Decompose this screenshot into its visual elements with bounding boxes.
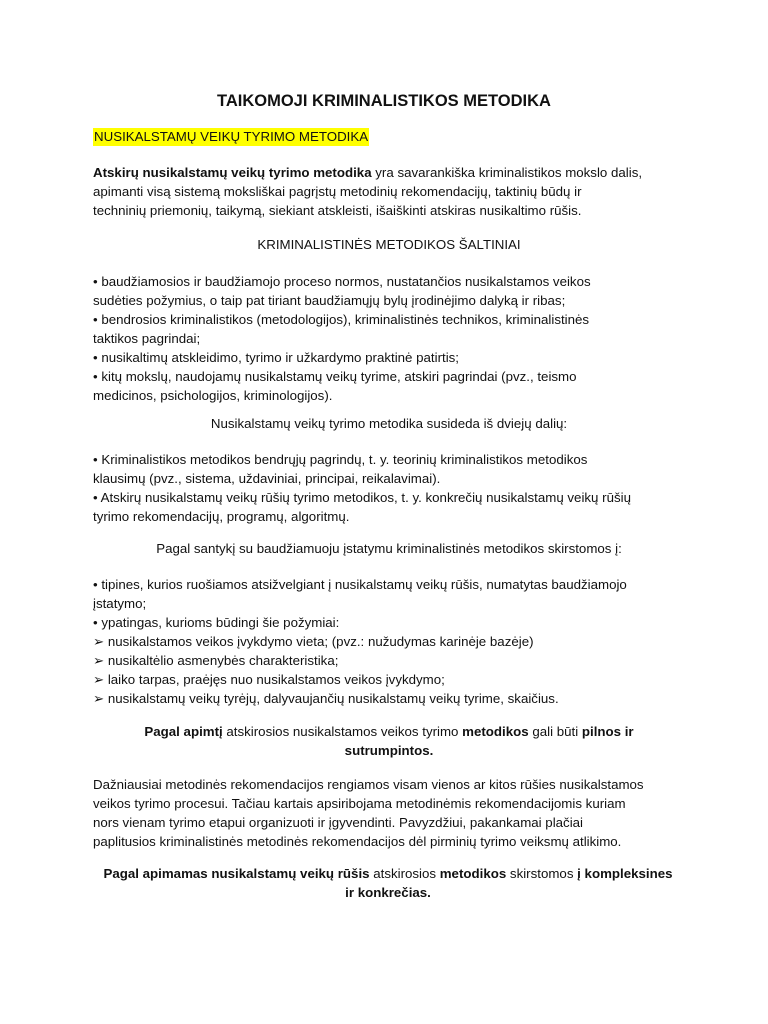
document-title: TAIKOMOJI KRIMINALISTIKOS METODIKA [217, 92, 551, 110]
definition-paragraph [93, 163, 685, 220]
final-line-2 [68, 883, 708, 902]
recommendations-paragraph [93, 775, 685, 851]
definition-line-2: apimanti visą sistemą moksliškai pagrįstų metodinių rekomendacijų, taktinių būdų ir [93, 184, 582, 199]
scope-bold-4: sutrumpintos. [344, 743, 434, 758]
paragraph-line: nors vienam tyrimo etapui organizuoti ir įgyvendinti. Pavyzdžiui, pakankamai plačiai [93, 815, 584, 830]
law-line: ➢ nusikaltėlio asmenybės charakteristika; [93, 653, 339, 668]
scope-bold-3: pilnos ir [581, 724, 634, 739]
definition-term: Atskirų nusikalstamų veikų tyrimo metodika [93, 165, 372, 180]
final-text-1: atskirosios [369, 866, 440, 881]
sources-line: • baudžiamosios ir baudžiamojo proceso normos, nustatančios nusikalstamos veikos [93, 274, 591, 289]
scope-text-2: gali būti [528, 724, 582, 739]
law-line: • ypatingas, kurioms būdingi šie požymiai: [93, 615, 340, 630]
law-line: ➢ laiko tarpas, praėjęs nuo nusikalstamos veikos įvykdymo; [93, 672, 445, 687]
sources-line: • bendrosios kriminalistikos (metodologijos), kriminalistinės technikos, kriminalistinės [93, 312, 590, 327]
scope-bold-1: Pagal apimtį [144, 724, 223, 739]
scope-statement [93, 722, 685, 760]
definition-line-1 [93, 163, 685, 182]
parts-line: • Atskirų nusikalstamų veikų rūšių tyrimo metodikos, t. y. konkrečių nusikalstamų veikų rūšių [93, 490, 631, 505]
law-line: ➢ nusikalstamų veikų tyrėjų, dalyvaujančių nusikalstamų veikų tyrime, skaičius. [93, 691, 559, 706]
final-text-2: skirstomos [506, 866, 578, 881]
final-bold-2: metodikos [439, 866, 507, 881]
sources-line: • nusikaltimų atskleidimo, tyrimo ir užkardymo praktinė patirtis; [93, 350, 460, 365]
scope-bold-2: metodikos [462, 724, 529, 739]
final-bold-4: ir konkrečias. [345, 885, 431, 900]
scope-text-1: atskirosios nusikalstamos veikos tyrimo [222, 724, 463, 739]
law-line: ➢ nusikalstamos veikos įvykdymo vieta; (pvz.: nužudymas karinėje bazėje) [93, 634, 534, 649]
law-line: įstatymo; [93, 596, 147, 611]
sources-list [93, 272, 685, 405]
parts-line: tyrimo rekomendacijų, programų, algoritmų. [93, 509, 350, 524]
parts-heading: Nusikalstamų veikų tyrimo metodika susideda iš dviejų dalių: [210, 416, 568, 431]
sources-line: taktikos pagrindai; [93, 331, 201, 346]
law-classification-list [93, 575, 685, 708]
definition-line-3: techninių priemonių, taikymą, siekiant atskleisti, išaiškinti atskiras nusikaltimo rūšis. [93, 203, 582, 218]
sources-line: • kitų mokslų, naudojamų nusikalstamų veikų tyrime, atskiri pagrindai (pvz., teismo [93, 369, 577, 384]
parts-line: klausimų (pvz., sistema, uždaviniai, principai, reikalavimai). [93, 471, 441, 486]
paragraph-line: paplitusios kriminalistinės metodinės rekomendacijos dėl pirminių tyrimo veiksmų atlikimo. [93, 834, 622, 849]
parts-line: • Kriminalistikos metodikos bendrųjų pagrindų, t. y. teorinių kriminalistikos metodikos [93, 452, 588, 467]
final-bold-1: Pagal apimamas nusikalstamų veikų rūšis [103, 866, 370, 881]
section-heading-highlighted: NUSIKALSTAMŲ VEIKŲ TYRIMO METODIKA [94, 129, 369, 144]
paragraph-line: veikos tyrimo procesui. Tačiau kartais apsiribojama metodinėmis rekomendacijomis kuriam [93, 796, 626, 811]
paragraph-line: Dažniausiai metodinės rekomendacijos rengiamos visam vienos ar kitos rūšies nusikalstamos [93, 777, 644, 792]
final-classification-statement [68, 864, 708, 902]
parts-list [93, 450, 685, 526]
scope-line-1 [93, 722, 685, 741]
law-line: • tipines, kurios ruošiamos atsižvelgiant į nusikalstamų veikų rūšis, numatytas baudžiamojo [93, 577, 627, 592]
law-classification-heading: Pagal santykį su baudžiamuoju įstatymu kriminalistinės metodikos skirstomos į: [156, 541, 622, 556]
definition-line-1-rest: yra savarankiška kriminalistikos mokslo dalis, [371, 165, 643, 180]
sources-heading: KRIMINALISTINĖS METODIKOS ŠALTINIAI [257, 237, 521, 252]
scope-line-2 [93, 741, 685, 760]
final-line-1 [68, 864, 708, 883]
final-bold-3: į kompleksines [577, 866, 673, 881]
sources-line: medicinos, psichologijos, kriminologijos). [93, 388, 333, 403]
sources-line: sudėties požymius, o taip pat tiriant baudžiamųjų bylų įrodinėjimo dalyką ir ribas; [93, 293, 566, 308]
